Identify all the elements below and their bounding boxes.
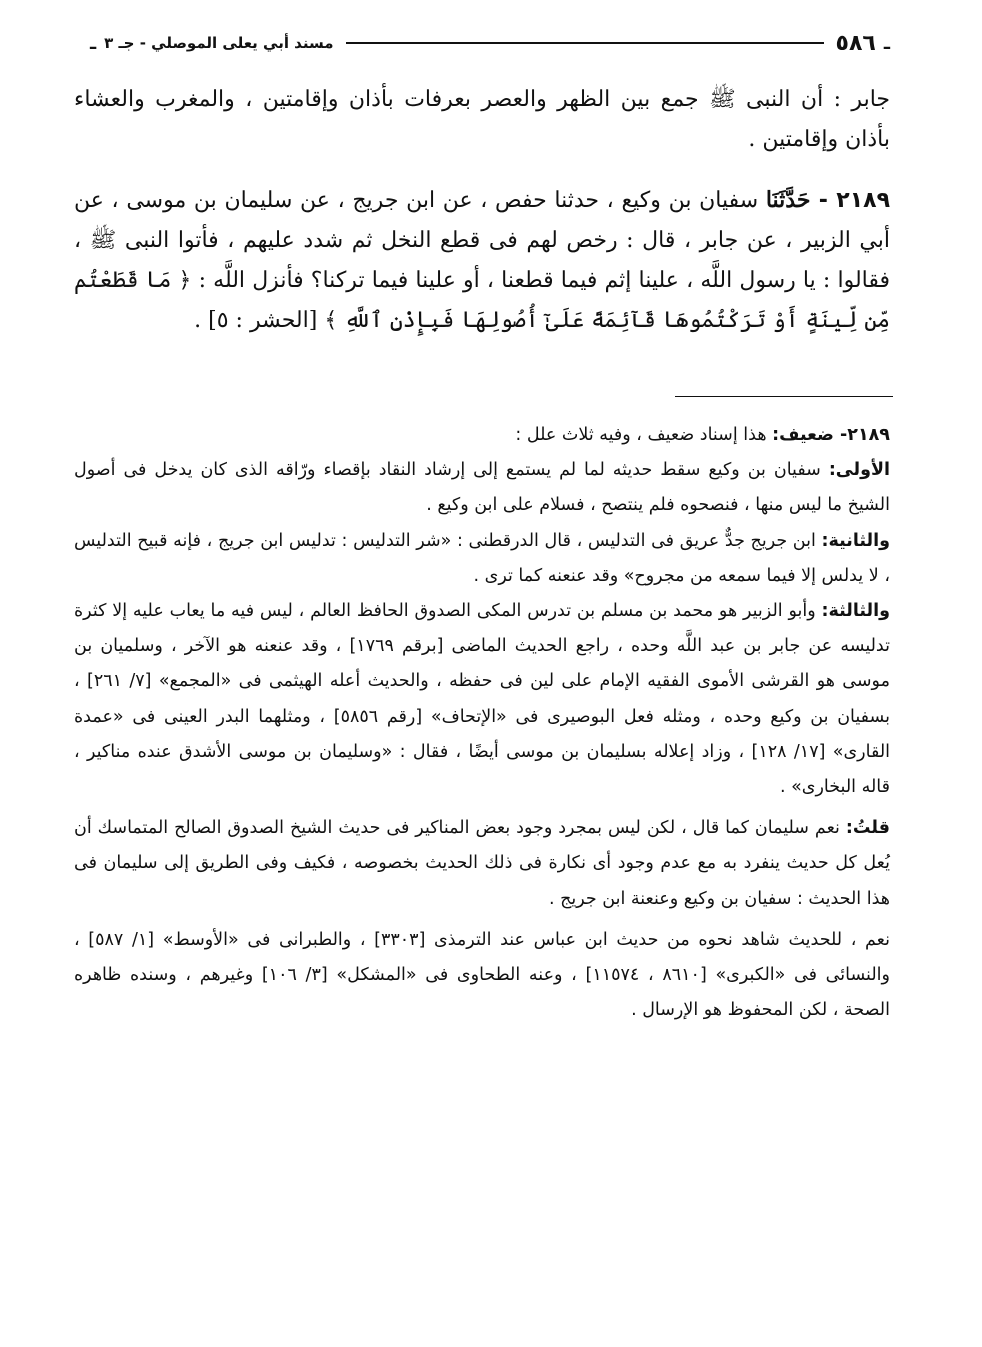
- naam-text: نعم ، للحديث شاهد نحوه من حديث ابن عباس عند الترمذى [٣٣٠٣] ، والطبرانى فى «الأوسط» [١/ ٥٨٧] ، والنسائى فى «الكبرى» [٨٦١٠ ، ١١٥٧٤] ، وعنه الطحاوى فى «المشكل» [٣/ ١٠٦] وغيرهم ، وسنده ظاهره الصحة ، لكن المحفوظ هو الإرسال .: [74, 929, 890, 1021]
- footnote-qultu: [74, 811, 890, 917]
- qultu-lead: قلتُ:: [845, 818, 890, 839]
- footnotes: [74, 418, 890, 1028]
- quran-open-bracket: ﴿: [178, 268, 192, 293]
- verse-reference: [الحشر : ٥] .: [194, 308, 325, 333]
- qultu-text: نعم سليمان كما قال ، لكن ليس بمجرد وجود بعض المناكير فى حديث الشيخ الصدوق الصالح المتماسك أن يُعل كل حديث ينفرد به مع عدم وجود أى نكارة فى ذلك الحديث بخصوصه ، فكيف وفى الطريق إلى سليمان فى هذا الحديث : سفيان بن وكيع وعنعنة ابن جريج .: [74, 818, 890, 909]
- page-number: ٥٨٦: [835, 30, 876, 56]
- footnote-first: [74, 453, 890, 523]
- hadith-number: ٢١٨٩: [836, 188, 890, 213]
- hadith-text: سفيان بن وكيع ، حدثنا حفص ، عن ابن جريج ، عن سليمان بن موسى ، عن أبي الزبير ، عن جابر ، قال : رخص لهم فى قطع النخل ثم شدد عليهم ، فأتوا النبى ﷺ ، فقالوا : يا رسول اللَّه ، علينا إثم فيما قطعنا ، أو علينا فيما تركنا؟ فأنزل اللَّه :: [74, 188, 890, 293]
- header-rule: [346, 42, 824, 44]
- footnote-intro: [74, 418, 890, 453]
- third-lead: والثالثة:: [821, 601, 890, 622]
- third-text: وأبو الزبير هو محمد بن مسلم بن تدرس المكى الصدوق الحافظ العالم ، ليس فيه ما يعاب عليه إلا كثرة تدليسه عن جابر بن عبد اللَّه وحده ، راجع الحديث الماضى [برقم ١٧٦٩] ، وقد عنعنه هو الآخر ، وسلميان بن موسى هو القرشى الأموى الفقيه الإمام على لين فى حفظه ، والحديث أعله الهيثمى فى «المجمع» [٧/ ٢٦١] ، بسفيان بن وكيع وحده ، ومثله فعل البوصيرى فى «الإتحاف» [رقم ٥٨٥٦] ، ومثلهما البدر العينى فى «عمدة القارى» [١٧/ ١٢٨] ، وزاد إعلاله بسليمان بن موسى أيضًا ، فقال : «وسليمان بن موسى الأشدق عنده مناكير ، قاله البخارى» .: [74, 601, 891, 798]
- footnote-separator: [675, 396, 893, 397]
- haddathana-word: حَدَّثَنَا: [765, 187, 811, 213]
- first-text: سفيان بن وكيع سقط حديثه لما لم يستمع إلى إرشاد النقاد بإقصاء ورّاقه الذى كان يدخل فى أصول الشيخ ما ليس منها ، فنصحوه فلم ينتصح ، فسلام على ابن وكيع .: [74, 460, 890, 516]
- header-trail: ـ: [90, 32, 97, 54]
- quran-close-bracket: ﴾: [324, 308, 338, 333]
- second-lead: والثانية:: [821, 530, 890, 551]
- hadith-paragraph: [74, 180, 890, 341]
- first-lead: الأولى:: [828, 460, 890, 481]
- footnote-second: [74, 524, 890, 594]
- footnote-number: ٢١٨٩- ضعيف:: [772, 425, 890, 445]
- page-header: [86, 26, 894, 60]
- quran-verse: مَا قَطَعْتُم مِّن لِّينَةٍ أَوْ تَرَكْتُمُوهَا قَآئِمَةً عَلَىٰٓ أُصُولِهَا فَبِإِذْنِ ٱللَّهِ: [74, 268, 890, 333]
- header-dash: ـ: [883, 32, 890, 54]
- hadith-dash: -: [810, 188, 837, 213]
- footnote-naam: [74, 923, 890, 1029]
- running-title: مسند أبي يعلى الموصلي - جـ ٣: [104, 34, 334, 52]
- footnote-third: [74, 594, 890, 805]
- main-text: [74, 80, 890, 341]
- opening-paragraph: جابر : أن النبى ﷺ جمع بين الظهر والعصر بعرفات بأذان وإقامتين ، والمغرب والعشاء بأذان وإقامتين .: [74, 87, 890, 152]
- second-text: ابن جريج جدٌّ عريق فى التدليس ، قال الدرقطنى : «شر التدليس : تدليس ابن جريج ، فإنه قبيح التدليس ، لا يدلس إلا فيما سمعه من مجروح» وقد عنعنه كما ترى .: [74, 530, 890, 586]
- footnote-intro-text: هذا إسناد ضعيف ، وفيه ثلاث علل :: [515, 425, 773, 445]
